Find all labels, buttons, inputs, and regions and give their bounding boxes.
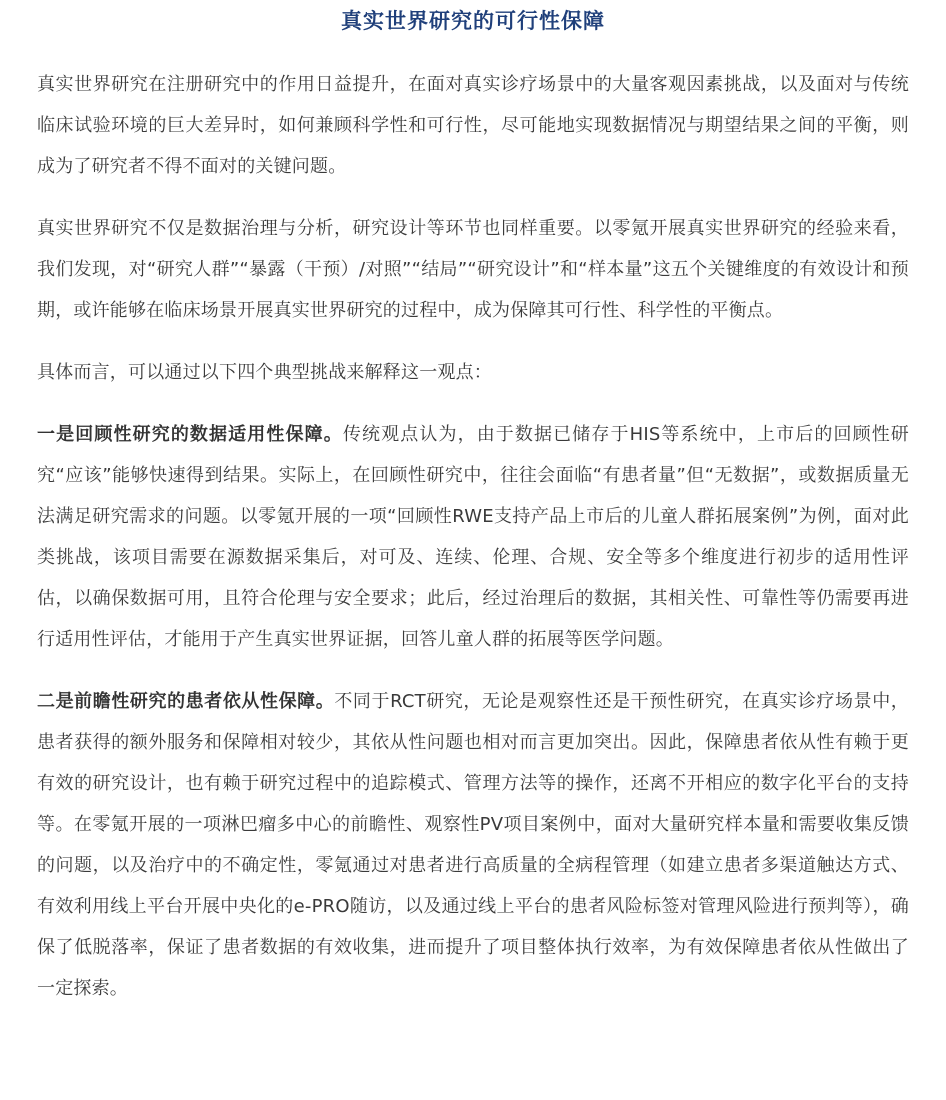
prospective-body: 不同于RCT研究，无论是观察性还是干预性研究，在真实诊疗场景中，患者获得的额外服务和保障相对较少，其依从性问题也相对而言更加突出。因此，保障患者依从性有赖于更有效的研究设计，也有赖于研究过程中的追踪模式、管理方法等的操作，还离不开相应的数字化平台的支持等。在零氪开展的一项淋巴瘤多中心的前瞻性、观察性PV项目案例中，面对大量研究样本量和需要收集反馈的问题，以及治疗中的不确定性，零氪通过对患者进行高质量的全病程管理（如建立患者多渠道触达方式、有效利用线上平台开展中央化的e-PRO随访，以及通过线上平台的患者风险标签对管理风险进行预判等），确保了低脱落率，保证了患者数据的有效收集，进而提升了项目整体执行效率，为有效保障患者依从性做出了一定探索。: [37, 691, 909, 999]
paragraph-retrospective: [37, 414, 909, 660]
paragraph-prospective: [37, 681, 909, 1009]
paragraph-dimensions: 真实世界研究不仅是数据治理与分析，研究设计等环节也同样重要。以零氪开展真实世界研究的经验来看，我们发现，对“研究人群”“暴露（干预）/对照”“结局”“研究设计”和“样本量”这五个关键维度的有效设计和预期，或许能够在临床场景开展真实世界研究的过程中，成为保障其可行性、科学性的平衡点。: [37, 218, 909, 321]
retrospective-lead: 一是回顾性研究的数据适用性保障。: [37, 424, 343, 445]
retrospective-body: 传统观点认为，由于数据已储存于HIS等系统中，上市后的回顾性研究“应该”能够快速得到结果。实际上，在回顾性研究中，往往会面临“有患者量”但“无数据”，或数据质量无法满足研究需求的问题。以零氪开展的一项“回顾性RWE支持产品上市后的儿童人群拓展案例”为例，面对此类挑战，该项目需要在源数据采集后，对可及、连续、伦理、合规、安全等多个维度进行初步的适用性评估，以确保数据可用，且符合伦理与安全要求；此后，经过治理后的数据，其相关性、可靠性等仍需要再进行适用性评估，才能用于产生真实世界证据，回答儿童人群的拓展等医学问题。: [37, 424, 910, 650]
paragraph-intro: 真实世界研究在注册研究中的作用日益提升，在面对真实诊疗场景中的大量客观因素挑战，以及面对与传统临床试验环境的巨大差异时，如何兼顾科学性和可行性，尽可能地实现数据情况与期望结果之间的平衡，则成为了研究者不得不面对的关键问题。: [37, 74, 909, 177]
article-title: 真实世界研究的可行性保障: [341, 9, 605, 33]
prospective-lead: 二是前瞻性研究的患者依从性保障。: [37, 691, 335, 712]
paragraph-challenges-intro: 具体而言，可以通过以下四个典型挑战来解释这一观点：: [37, 362, 492, 383]
